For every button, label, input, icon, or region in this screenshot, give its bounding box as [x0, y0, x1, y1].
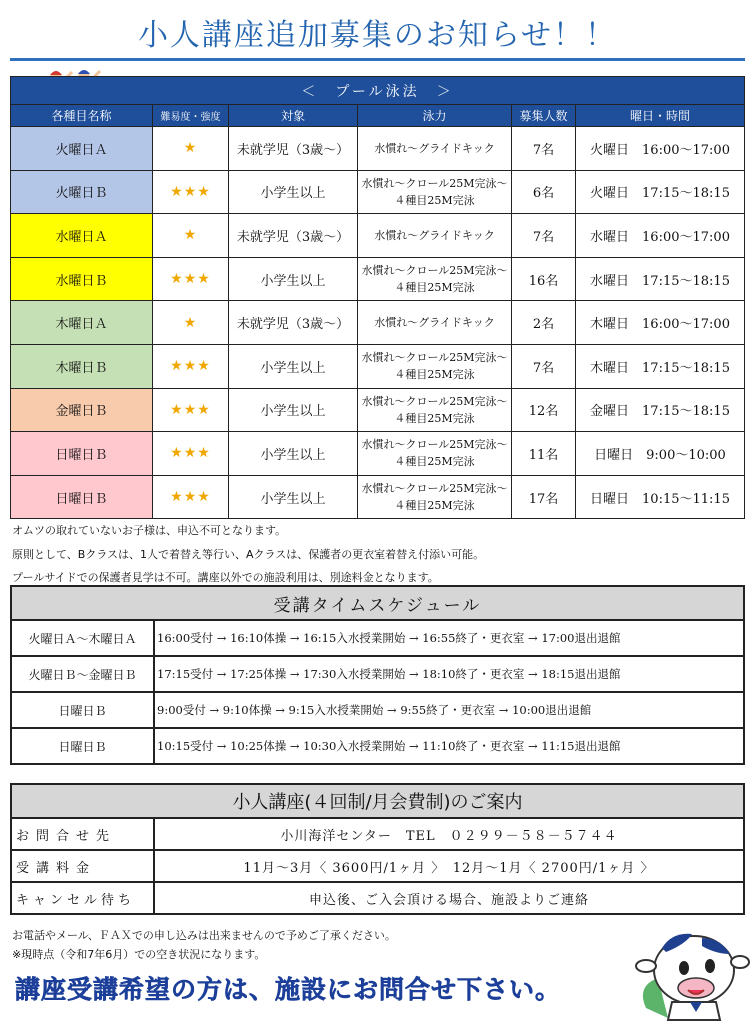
day-time: 水曜日 16:00～17:00 — [576, 214, 745, 258]
swim-level — [358, 214, 512, 258]
target-age: 小学生以上 — [229, 170, 358, 214]
schedule-label: 日曜日Ｂ — [11, 728, 154, 764]
capacity: 7名 — [512, 127, 576, 171]
schedule-label: 火曜日Ａ～木曜日Ａ — [11, 620, 154, 656]
swim-level-line1: 水慣れ～グライドキック — [374, 141, 495, 155]
swim-level-line1: 水慣れ～クロール25M完泳～ — [361, 438, 508, 452]
schedule-flow: 17:15受付 → 17:25体操 → 17:30入水授業開始 → 18:10終了・更衣室 → 18:15退出退館 — [154, 656, 744, 692]
note-changing: 原則として、Bクラスは、1人で着替え等行い、Aクラスは、保護者の更衣室着替え付添い可能。 — [12, 548, 485, 561]
info-table — [10, 783, 745, 915]
swim-level-line2: ４種目25M完泳 — [394, 499, 475, 513]
class-name: 水曜日Ａ — [11, 214, 153, 258]
header-target: 対象 — [229, 105, 358, 127]
mascot-icon — [632, 922, 750, 1022]
target-age: 未就学児（3歳～） — [229, 127, 358, 171]
pool-row — [11, 127, 745, 171]
pool-row — [11, 214, 745, 258]
class-name: 木曜日Ｂ — [11, 344, 153, 388]
header-difficulty: 難易度・強度 — [153, 105, 229, 127]
day-time: 木曜日 17:15～18:15 — [576, 344, 745, 388]
swim-level — [358, 432, 512, 476]
header-capacity: 募集人数 — [512, 105, 576, 127]
difficulty-stars: ★ — [153, 301, 229, 345]
swim-level-line2: ４種目25M完泳 — [394, 193, 475, 207]
capacity: 16名 — [512, 257, 576, 301]
difficulty-stars: ★★★ — [153, 388, 229, 432]
header-day-time: 曜日・時間 — [576, 105, 745, 127]
capacity: 11名 — [512, 432, 576, 476]
info-value-waitlist: 申込後、ご入会頂ける場合、施設よりご連絡 — [154, 882, 744, 914]
capacity: 7名 — [512, 344, 576, 388]
header-swim-level: 泳力 — [358, 105, 512, 127]
class-name: 水曜日Ｂ — [11, 257, 153, 301]
target-age: 未就学児（3歳～） — [229, 214, 358, 258]
swim-level-line1: 水慣れ～グライドキック — [374, 228, 495, 242]
swim-level-line1: 水慣れ～クロール25M完泳～ — [361, 176, 508, 190]
footer-note-application: お電話やメール、ＦＡＸでの申し込みは出来ませんので予めご了承ください。 — [12, 929, 396, 942]
swim-level-line1: 水慣れ～グライドキック — [374, 316, 495, 330]
class-name: 日曜日Ｂ — [11, 432, 153, 476]
swim-level-line1: 水慣れ～クロール25M完泳～ — [361, 394, 508, 408]
class-name: 火曜日Ａ — [11, 127, 153, 171]
target-age: 小学生以上 — [229, 475, 358, 519]
swim-level — [358, 301, 512, 345]
pool-row — [11, 432, 745, 476]
difficulty-stars: ★★★ — [153, 257, 229, 301]
swim-level-line2: ４種目25M完泳 — [394, 455, 475, 469]
class-name: 金曜日Ｂ — [11, 388, 153, 432]
info-label-waitlist: キャンセル待ち — [11, 882, 154, 914]
swim-level — [358, 388, 512, 432]
pool-row — [11, 170, 745, 214]
schedule-flow: 10:15受付 → 10:25体操 → 10:30入水授業開始 → 11:10終了・更衣室 → 11:15退出退館 — [154, 728, 744, 764]
capacity: 6名 — [512, 170, 576, 214]
title-underline — [10, 58, 745, 61]
swim-level — [358, 344, 512, 388]
swim-level — [358, 170, 512, 214]
day-time: 日曜日 10:15～11:15 — [576, 475, 745, 519]
class-name: 日曜日Ｂ — [11, 475, 153, 519]
class-name: 木曜日Ａ — [11, 301, 153, 345]
target-age: 小学生以上 — [229, 257, 358, 301]
pool-class-table — [10, 76, 745, 519]
schedule-table — [10, 585, 745, 765]
swim-level-line1: 水慣れ～クロール25M完泳～ — [361, 482, 508, 496]
swim-level-line1: 水慣れ～クロール25M完泳～ — [361, 264, 508, 278]
difficulty-stars: ★ — [153, 214, 229, 258]
difficulty-stars: ★ — [153, 127, 229, 171]
difficulty-stars: ★★★ — [153, 475, 229, 519]
day-time: 火曜日 17:15～18:15 — [576, 170, 745, 214]
contact-call-to-action: 講座受講希望の方は、施設にお問合せ下さい。 — [15, 975, 562, 1004]
info-value-fee: 11月～3月〈 3600円/1ヶ月 〉 12月～1月〈 2700円/1ヶ月 〉 — [154, 850, 744, 882]
info-heading: 小人講座(４回制/月会費制)のご案内 — [11, 784, 744, 818]
target-age: 小学生以上 — [229, 388, 358, 432]
note-poolside: プールサイドでの保護者見学は不可。講座以外での施設利用は、別途料金となります。 — [12, 571, 439, 584]
capacity: 12名 — [512, 388, 576, 432]
swim-level-line2: ４種目25M完泳 — [394, 411, 475, 425]
pool-row — [11, 344, 745, 388]
header-class-name: 各種目名称 — [11, 105, 153, 127]
day-time: 金曜日 17:15～18:15 — [576, 388, 745, 432]
pool-row — [11, 257, 745, 301]
target-age: 小学生以上 — [229, 344, 358, 388]
capacity: 2名 — [512, 301, 576, 345]
day-time: 水曜日 17:15～18:15 — [576, 257, 745, 301]
day-time: 日曜日 9:00～10:00 — [576, 432, 745, 476]
swim-level — [358, 127, 512, 171]
day-time: 火曜日 16:00～17:00 — [576, 127, 745, 171]
swim-level-line1: 水慣れ～クロール25M完泳～ — [361, 351, 508, 365]
info-label-contact: お問合せ先 — [11, 818, 154, 850]
schedule-flow: 16:00受付 → 16:10体操 → 16:15入水授業開始 → 16:55終了・更衣室 → 17:00退出退館 — [154, 620, 744, 656]
note-diaper: オムツの取れていないお子様は、申込不可となります。 — [12, 524, 287, 537]
day-time: 木曜日 16:00～17:00 — [576, 301, 745, 345]
class-name: 火曜日Ｂ — [11, 170, 153, 214]
schedule-heading: 受講タイムスケジュール — [11, 586, 744, 620]
pool-row — [11, 475, 745, 519]
info-label-fee: 受講料金 — [11, 850, 154, 882]
schedule-label: 日曜日Ｂ — [11, 692, 154, 728]
difficulty-stars: ★★★ — [153, 344, 229, 388]
capacity: 7名 — [512, 214, 576, 258]
schedule-flow: 9:00受付 → 9:10体操 → 9:15入水授業開始 → 9:55終了・更衣室 → 10:00退出退館 — [154, 692, 744, 728]
target-age: 未就学児（3歳～） — [229, 301, 358, 345]
swim-level-line2: ４種目25M完泳 — [394, 281, 475, 295]
schedule-label: 火曜日Ｂ～金曜日Ｂ — [11, 656, 154, 692]
swim-level — [358, 475, 512, 519]
pool-banner: ＜ プール泳法 ＞ — [11, 77, 745, 105]
info-value-contact: 小川海洋センター TEL ０２９９－５８－５７４４ — [154, 818, 744, 850]
footer-note-availability: ※現時点（令和7年6月）での空き状況になります。 — [12, 948, 266, 961]
pool-row — [11, 388, 745, 432]
page-title: 小人講座追加募集のお知らせ！！ — [137, 18, 618, 53]
swim-level-line2: ４種目25M完泳 — [394, 368, 475, 382]
difficulty-stars: ★★★ — [153, 170, 229, 214]
target-age: 小学生以上 — [229, 432, 358, 476]
swim-level — [358, 257, 512, 301]
pool-row — [11, 301, 745, 345]
difficulty-stars: ★★★ — [153, 432, 229, 476]
capacity: 17名 — [512, 475, 576, 519]
